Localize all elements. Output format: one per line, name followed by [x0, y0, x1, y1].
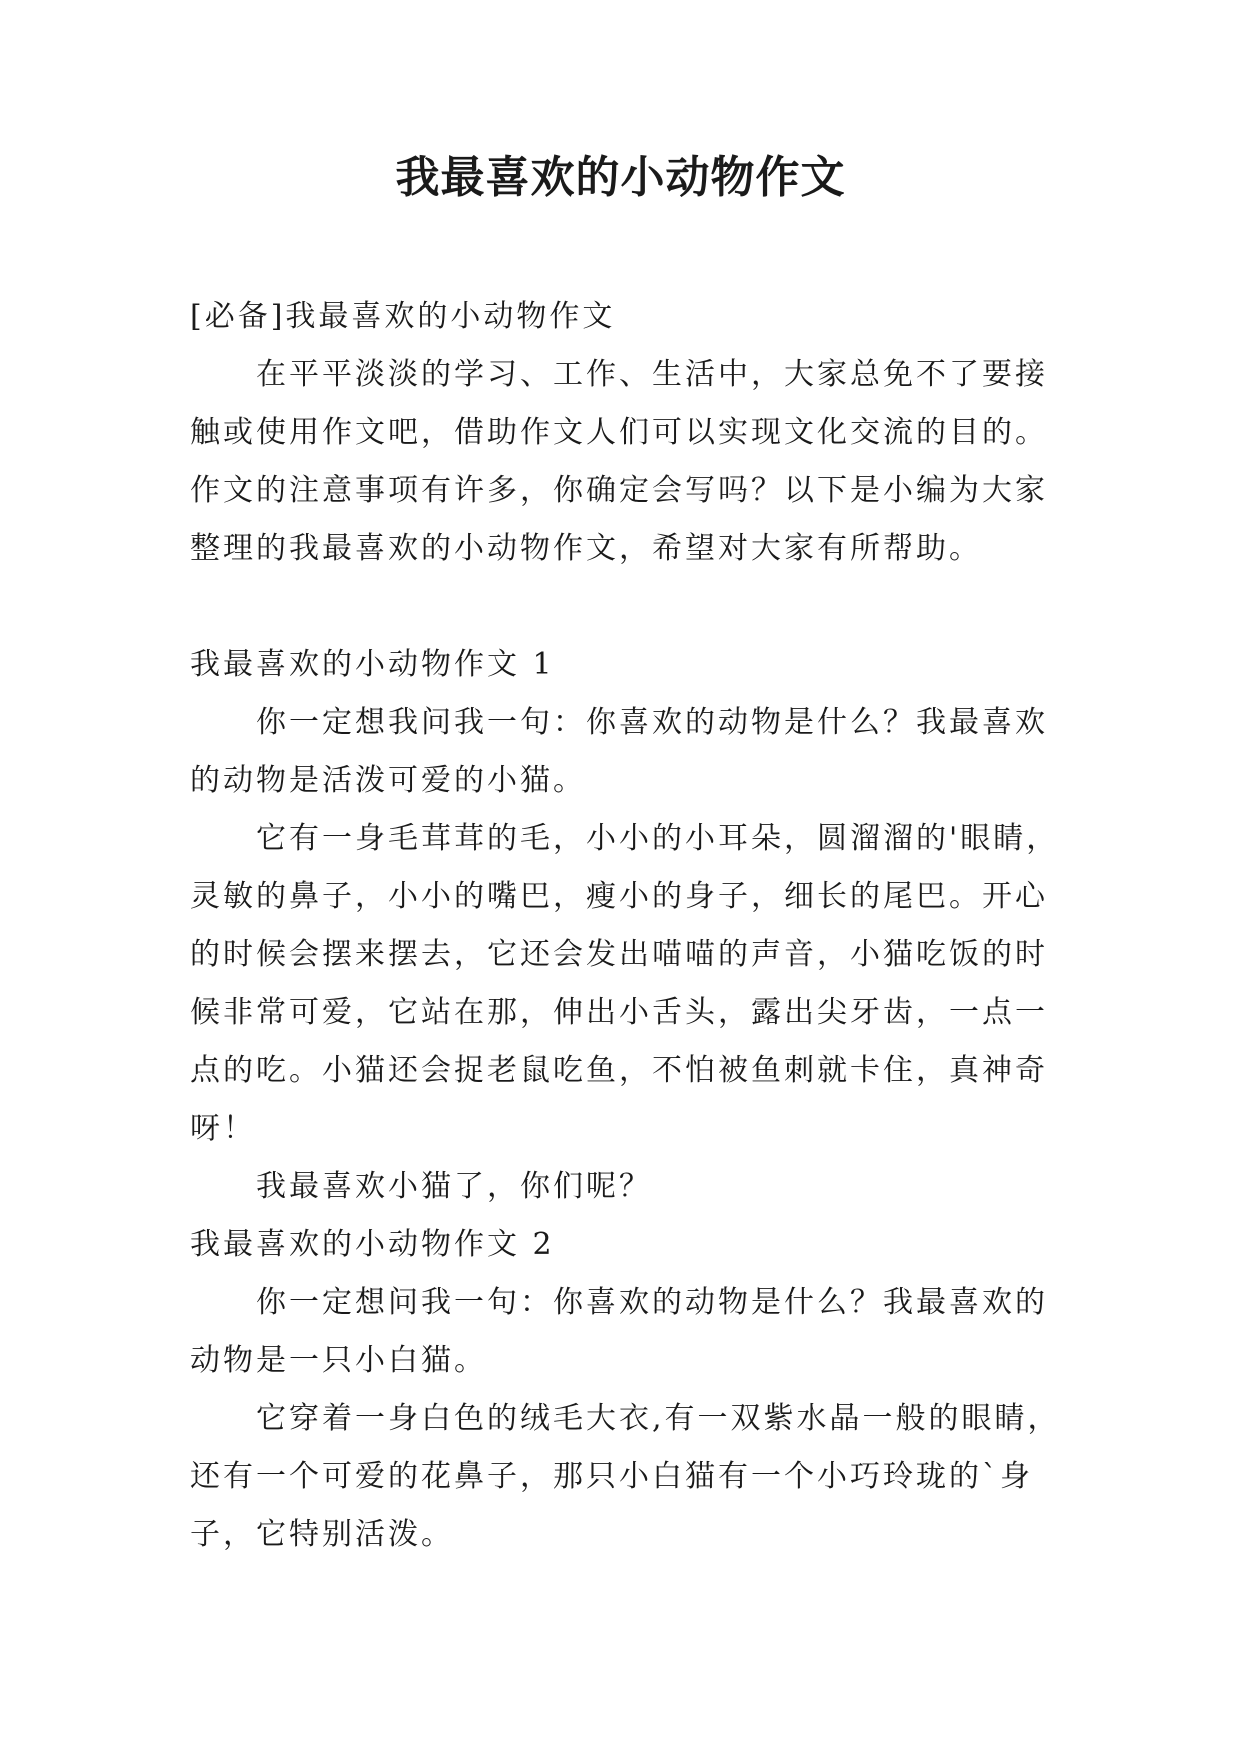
section-2-paragraph-2: 它穿着一身白色的绒毛大衣,有一双紫水晶一般的眼睛，还有一个可爱的花鼻子，那只小白猫有一个小巧玲珑的`身子，它特别活泼。	[190, 1401, 1061, 1552]
document-subtitle: [必备]我最喜欢的小动物作文	[190, 299, 616, 334]
intro-paragraph: 在平平淡淡的学习、工作、生活中，大家总免不了要接触或使用作文吧，借助作文人们可以实现文化交流的目的。作文的注意事项有许多，你确定会写吗？以下是小编为大家整理的我最喜欢的小动物作文，希望对大家有所帮助。	[190, 357, 1048, 566]
section-1-paragraph-2: 它有一身毛茸茸的毛，小小的小耳朵，圆溜溜的'眼睛，灵敏的鼻子，小小的嘴巴，瘦小的身子，细长的尾巴。开心的时候会摆来摆去，它还会发出喵喵的声音，小猫吃饭的时候非常可爱，它站在那，伸出小舌头，露出尖牙齿，一点一点的吃。小猫还会捉老鼠吃鱼，不怕被鱼刺就卡住，真神奇呀！	[190, 821, 1060, 1146]
section-heading-1: 我最喜欢的小动物作文 1	[190, 647, 555, 682]
section-spacer	[190, 578, 1070, 636]
document-title: 我最喜欢的小动物作文	[395, 152, 846, 203]
document-body	[190, 288, 1070, 1564]
section-heading-2: 我最喜欢的小动物作文 2	[190, 1227, 555, 1262]
section-1-paragraph-1: 你一定想我问我一句：你喜欢的动物是什么？我最喜欢的动物是活泼可爱的小猫。	[190, 705, 1048, 798]
section-2-paragraph-1: 你一定想问我一句：你喜欢的动物是什么？我最喜欢的动物是一只小白猫。	[190, 1285, 1048, 1378]
section-1-paragraph-3: 我最喜欢小猫了，你们呢？	[256, 1169, 652, 1204]
